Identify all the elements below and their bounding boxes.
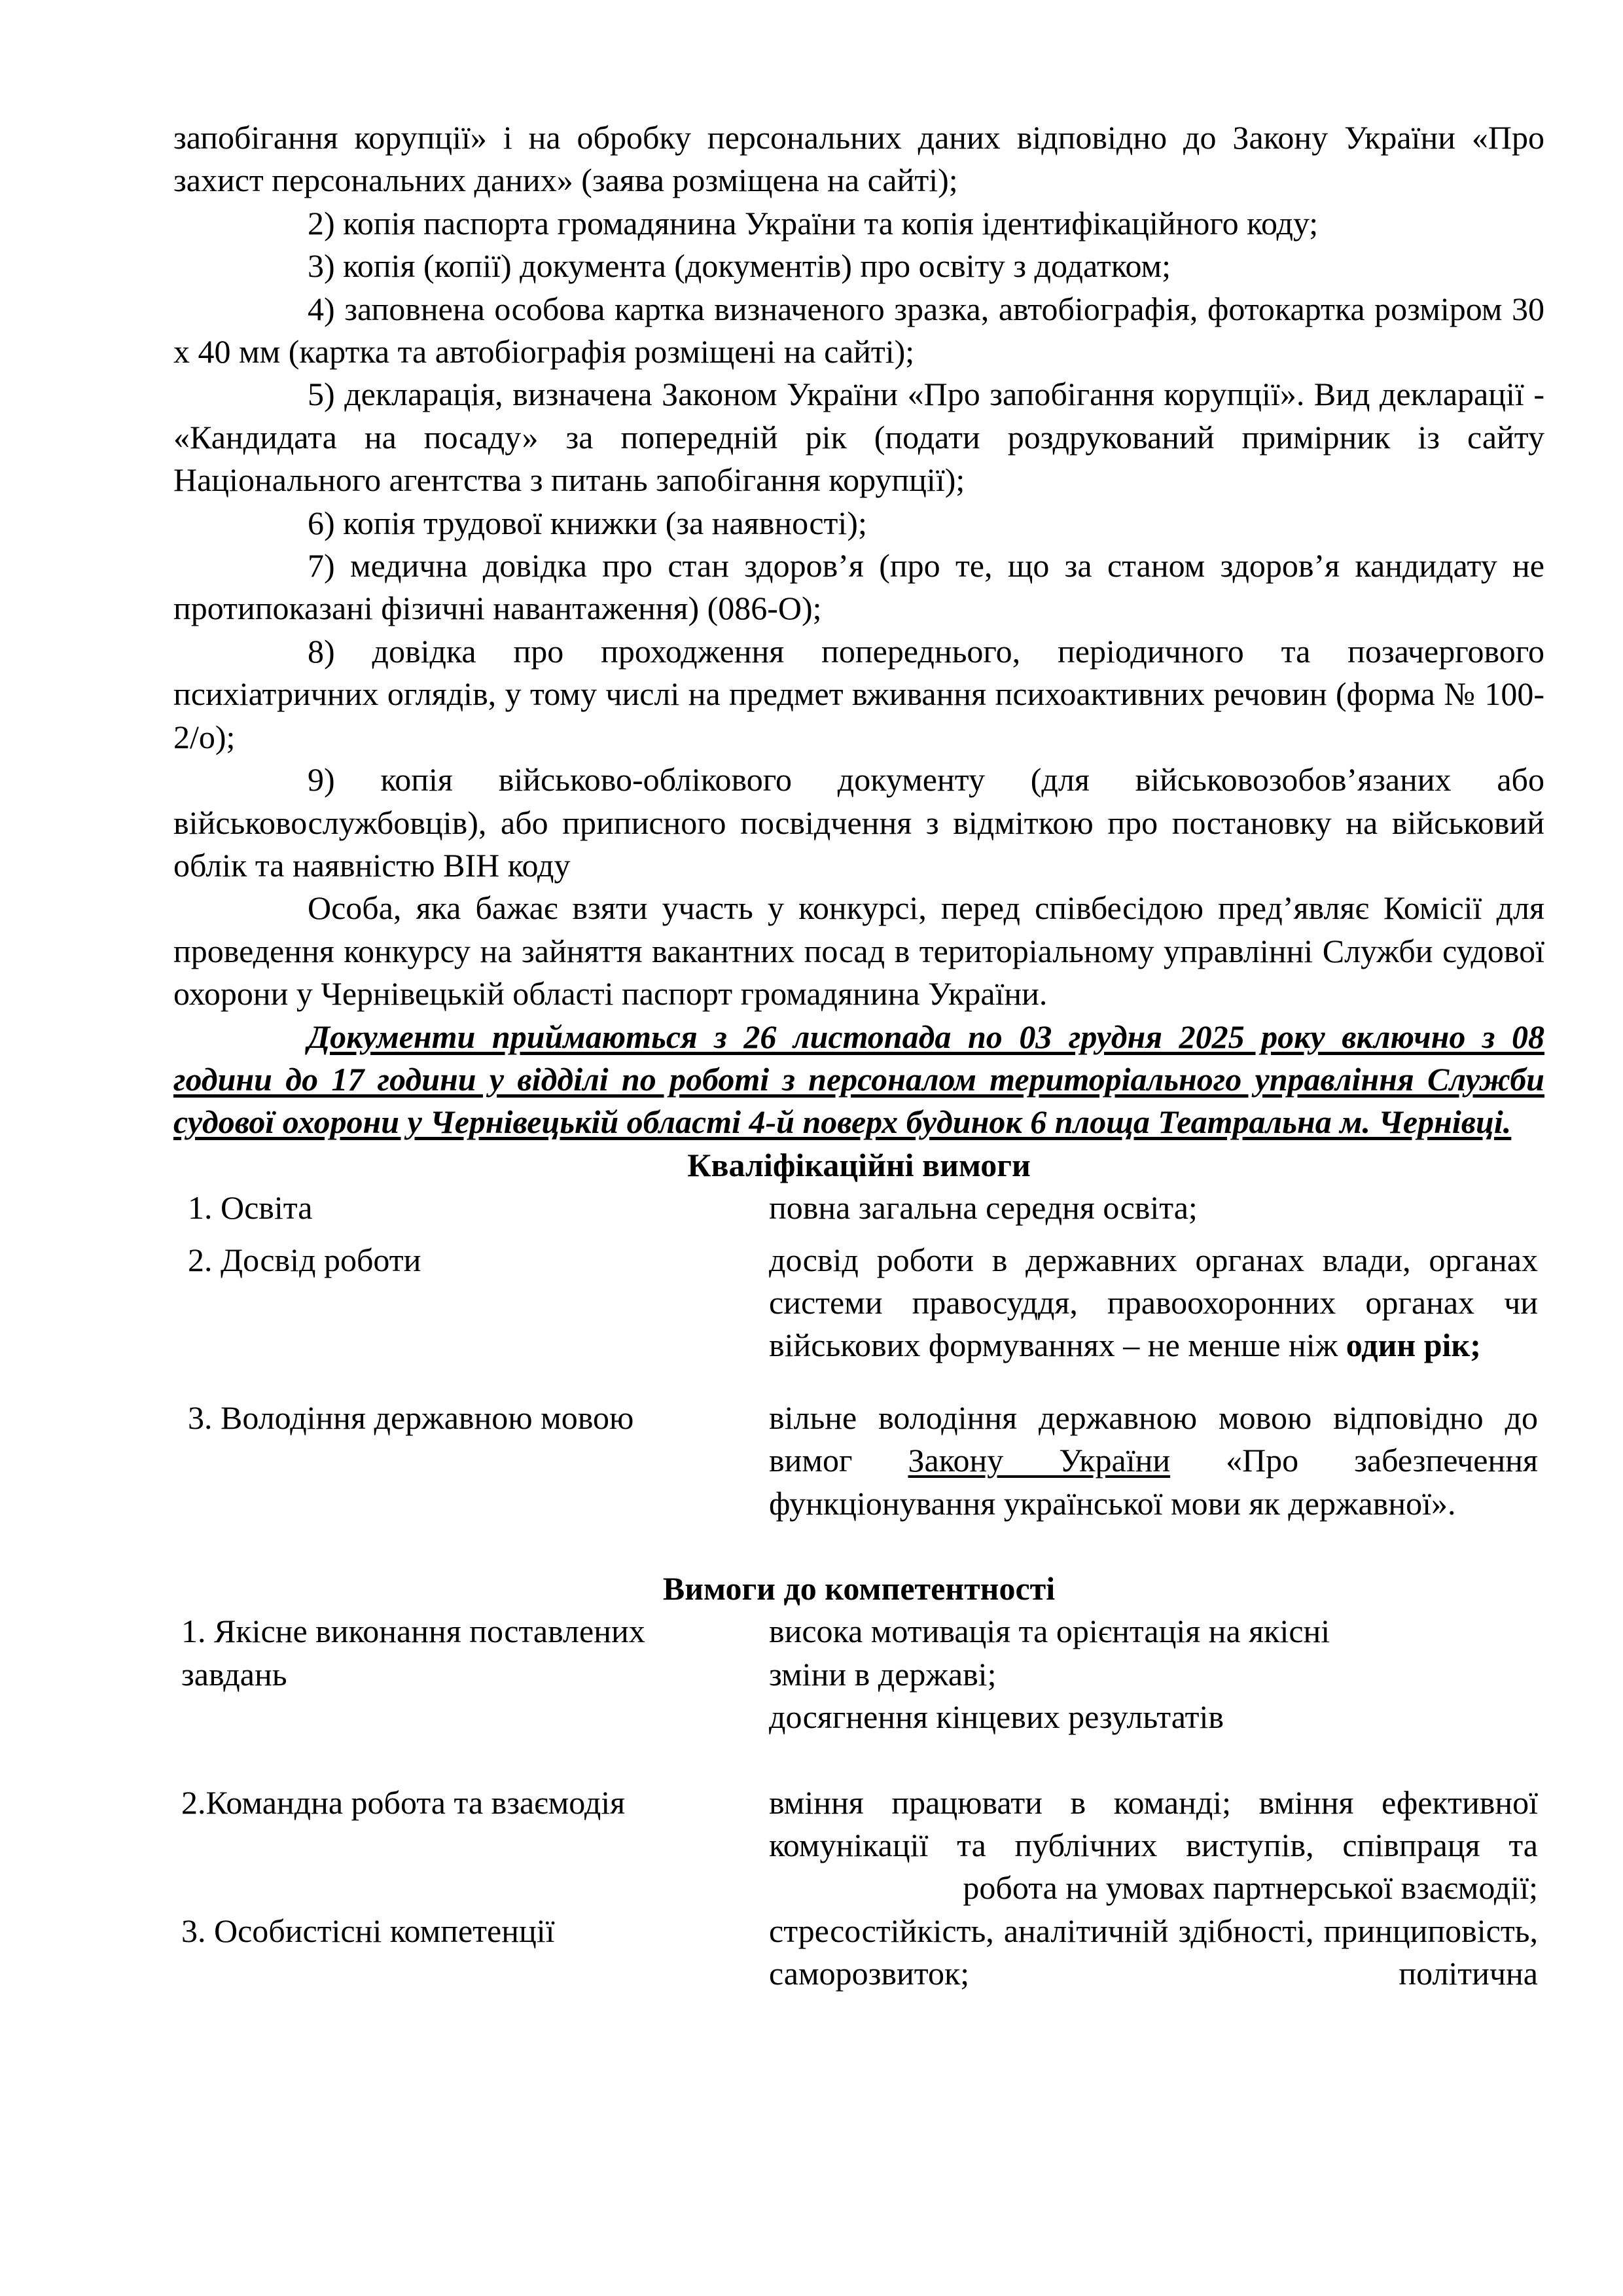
list-item	[173, 245, 1544, 287]
competence-heading: Вимоги до компетентності	[662, 1570, 1056, 1607]
requirement-label: 3. Володіння державною мовою	[188, 1399, 634, 1436]
requirement-label: 1. Освіта	[188, 1189, 313, 1227]
requirement-value-emphasis: один рік;	[1346, 1327, 1481, 1364]
list-item	[173, 545, 1544, 630]
requirement-value: вміння працювати в команді; вміння ефективної комунікації та публічних виступів, співпраця та робота на умовах партнерської взаємодії;	[769, 1784, 1538, 1907]
list-number: 3)	[308, 247, 335, 285]
list-text: копія військово-облікового документу (для військовозобов’язаних або військовослужбовців), або приписного посвідчення з відміткою про постановку на військовий облік та наявністю ВІН коду	[173, 761, 1544, 884]
list-number: 8)	[308, 632, 335, 670]
list-number: 6)	[308, 504, 335, 541]
list-text: копія паспорта громадянина України та копія ідентифікаційного коду;	[343, 204, 1319, 242]
list-text: копія (копії) документа (документів) про освіту з додатком;	[343, 247, 1171, 285]
list-item	[173, 502, 1544, 545]
continuation-paragraph: запобігання корупції» і на обробку персональних даних відповідно до Закону України «Про захист персональних даних» (заява розміщена на сайті);	[173, 119, 1544, 199]
law-link[interactable]: Закону України	[908, 1442, 1171, 1479]
requirement-value-text: досвід роботи в державних органах влади, органах системи правосуддя, правоохоронних органах чи військових формуваннях – не менше ніж	[769, 1241, 1538, 1364]
requirement-value	[769, 1610, 1538, 1738]
requirement-value-text: «Про забезпечення функціонування української мови як державної».	[769, 1442, 1538, 1522]
qualification-row-education	[173, 1187, 1544, 1229]
requirement-value	[769, 1239, 1538, 1367]
list-text: заповнена особова картка визначеного зразка, автобіографія, фотокартка розміром 30 х 40 мм (картка та автобіографія розміщені на сайті);	[173, 290, 1545, 370]
requirement-label: 2.Командна робота та взаємодія	[181, 1784, 626, 1821]
competence-row-teamwork	[173, 1782, 1544, 1910]
list-text: декларація, визначена Законом України «Про запобігання корупції». Вид декларації - «Кандидата на посаду» за попередній рік (подати роздрукований примірник із сайту Національного агентства з питань запобігання корупції);	[173, 376, 1545, 499]
qualification-row-experience	[173, 1239, 1544, 1367]
requirement-label: 3. Особистісні компетенції	[181, 1912, 555, 1949]
interview-note: Особа, яка бажає взяти участь у конкурсі, перед співбесідою пред’являє Комісії для проведення конкурсу на зайняття вакантних посад в територіальному управлінні Служби судової охорони у Чернівецькій області паспорт громадянина України.	[173, 889, 1544, 1013]
list-number: 4)	[308, 290, 335, 327]
requirement-value: стресостійкість, аналітичній здібності, принциповість, саморозвиток; політична	[769, 1912, 1538, 1992]
list-text: копія трудової книжки (за наявності);	[343, 504, 867, 541]
requirement-value: повна загальна середня освіта;	[769, 1189, 1198, 1227]
requirement-label: 1. Якісне виконання поставлених завдань	[181, 1613, 645, 1693]
list-number: 5)	[308, 376, 335, 413]
list-item	[173, 373, 1544, 501]
requirement-value	[769, 1397, 1538, 1525]
competence-row-task-quality	[173, 1610, 1544, 1738]
requirement-label: 2. Досвід роботи	[188, 1241, 421, 1278]
document-body	[173, 117, 1544, 1996]
qualification-row-language	[173, 1397, 1544, 1525]
list-item	[173, 202, 1544, 245]
requirement-value-line: висока мотивація та орієнтація на якісні	[769, 1613, 1330, 1650]
qualification-heading: Кваліфікаційні вимоги	[687, 1146, 1031, 1183]
list-item	[173, 759, 1544, 887]
competence-row-personal	[173, 1910, 1544, 1996]
list-item	[173, 630, 1544, 759]
list-number: 7)	[308, 547, 335, 584]
requirement-value-line: зміни в державі;	[769, 1655, 997, 1693]
list-text: медична довідка про стан здоров’я (про те, що за станом здоров’я кандидату не протипоказані фізичні навантаження) (086-О);	[173, 547, 1544, 627]
requirement-value-text: вільне володіння державною мовою відповідно до вимог	[769, 1399, 1538, 1479]
list-item	[173, 288, 1544, 374]
list-text: довідка про проходження попереднього, періодичного та позачергового психіатричних оглядів, у тому числі на предмет вживання психоактивних речовин (форма № 100-2/о);	[173, 632, 1544, 755]
list-number: 2)	[308, 204, 335, 242]
requirement-value-line: досягнення кінцевих результатів	[769, 1698, 1224, 1736]
list-number: 9)	[308, 761, 335, 798]
submission-notice: Документи приймаються з 26 листопада по 03 грудня 2025 року включно з 08 години до 17 години у відділі по роботі з персоналом територіального управління Служби судової охорони у Чернівецькій області 4-й поверх будинок 6 площа Театральна м. Чернівці.	[173, 1018, 1544, 1141]
